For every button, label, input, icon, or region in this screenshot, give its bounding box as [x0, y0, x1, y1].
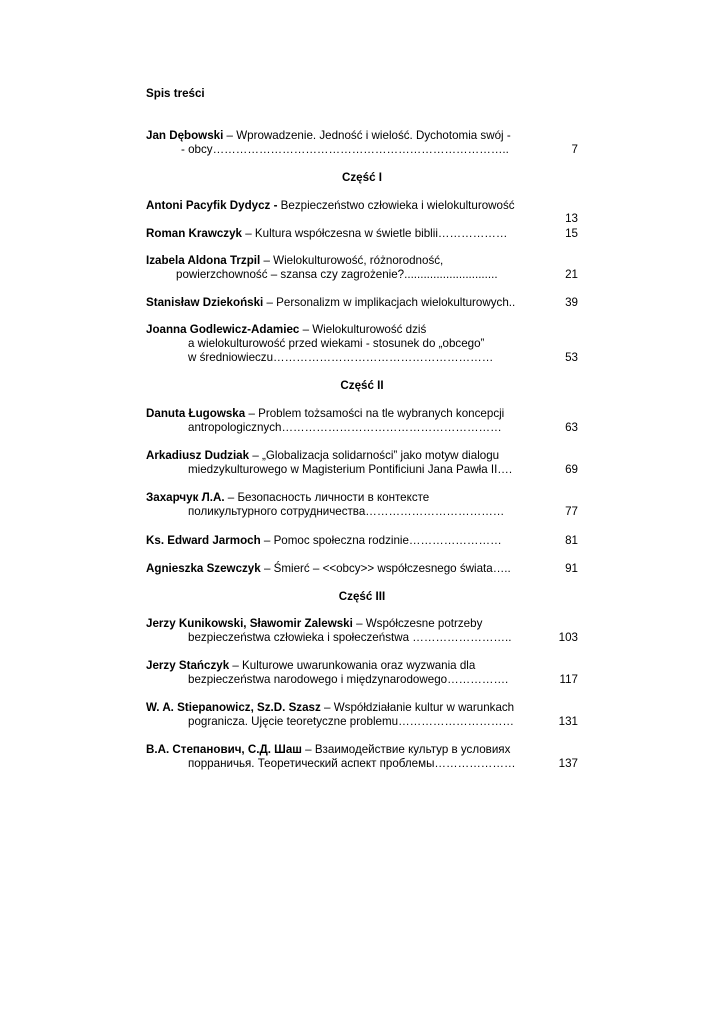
toc-entry-line: [146, 449, 499, 463]
toc-entry-line: [146, 296, 515, 310]
toc-page-number: 81: [565, 534, 578, 547]
toc-title-cont: порраничья. Теоретический аспект проблемы…………………: [188, 757, 516, 770]
toc-author: В.А. Степанович, С.Д. Шаш: [146, 743, 302, 756]
page-title: Spis treści: [146, 87, 205, 100]
toc-page-number: 63: [565, 421, 578, 434]
toc-title-cont: antropologicznych…………………………………………………: [188, 421, 502, 434]
toc-title: Bezpieczeństwo człowieka i wielokulturowość: [280, 199, 515, 212]
toc-entry-line: [146, 617, 482, 631]
toc-author: Jerzy Kunikowski, Sławomir Zalewski: [146, 617, 353, 630]
toc-title: – Współdziałanie kultur w warunkach: [320, 701, 515, 714]
toc-page-number: 15: [565, 227, 578, 240]
toc-title-cont: w średniowieczu…………………………………………………: [188, 351, 494, 364]
toc-title: – Kulturowe uwarunkowania oraz wyzwania dla: [229, 659, 476, 672]
toc-title: – „Globalizacja solidarności” jako motyw dialogu: [249, 449, 500, 462]
section-heading: Część II: [340, 379, 384, 392]
toc-page-number: 137: [558, 757, 578, 770]
toc-entry-line: [146, 407, 504, 421]
toc-title: – Безопасность личности в контексте: [224, 491, 430, 504]
toc-title-cont: поликультурного сотрудничества………………………………: [188, 505, 505, 518]
toc-title: – Kultura współczesna w świetle biblii………………: [242, 227, 508, 240]
toc-title-cont: powierzchowność – szansa czy zagrożenie?.............................: [176, 268, 498, 281]
toc-title: – Współczesne potrzeby: [352, 617, 483, 630]
toc-title: – Śmierć – <<obcy>> współczesnego świata…..: [260, 562, 511, 575]
toc-entry-line: [146, 491, 429, 505]
toc-author: Jan Dębowski: [146, 129, 224, 142]
toc-title: – Wielokulturowość dziś: [299, 323, 427, 336]
toc-author: Jerzy Stańczyk: [146, 659, 230, 672]
toc-author: Stanisław Dziekoński: [146, 296, 264, 309]
toc-author: Antoni Pacyfik Dydycz -: [146, 199, 281, 212]
toc-title: – Wprowadzenie. Jedność i wielość. Dychotomia swój -: [223, 129, 511, 142]
toc-entry-line: [146, 254, 443, 268]
toc-page-number: 13: [565, 212, 578, 225]
toc-author: Agnieszka Szewczyk: [146, 562, 261, 575]
toc-author: Arkadiusz Dudziak: [146, 449, 250, 462]
toc-page-number: 39: [565, 296, 578, 309]
toc-page-number: 91: [565, 562, 578, 575]
toc-author: Izabela Aldona Trzpil: [146, 254, 261, 267]
toc-title-cont: - obcy…………………………………………………………………..: [181, 143, 509, 156]
toc-title: – Problem tożsamości na tle wybranych koncepcji: [245, 407, 505, 420]
toc-page-number: 131: [558, 715, 578, 728]
toc-author: Захарчук Л.А.: [146, 491, 225, 504]
toc-entry-line: [146, 323, 426, 337]
toc-author: Roman Krawczyk: [146, 227, 243, 240]
toc-title-cont: a wielokulturowość przed wiekami - stosunek do „obcego”: [188, 337, 485, 350]
toc-page-number: 117: [559, 673, 578, 686]
toc-page-number: 21: [565, 268, 578, 281]
toc-page-number: 103: [558, 631, 578, 644]
toc-page-number: 77: [565, 505, 578, 518]
toc-page-number: 7: [571, 143, 578, 156]
toc-entry-line: [146, 701, 514, 715]
toc-title-cont: pogranicza. Ujęcie teoretyczne problemu…………………………: [188, 715, 515, 728]
toc-title: – Personalizm w implikacjach wielokulturowych..: [263, 296, 516, 309]
section-heading: Część I: [342, 171, 382, 184]
toc-title: – Взаимодействие культур в условиях: [301, 743, 511, 756]
toc-entry-line: [146, 129, 511, 143]
toc-entry-line: [146, 199, 515, 213]
toc-author: Danuta Ługowska: [146, 407, 246, 420]
section-heading: Część III: [338, 590, 386, 603]
toc-entry-line: [146, 227, 507, 241]
toc-author: Ks. Edward Jarmoch: [146, 534, 261, 547]
toc-entry-line: [146, 562, 511, 576]
toc-page-number: 53: [565, 351, 578, 364]
toc-title-cont: bezpieczeństwa człowieka i społeczeństwa ……………………..: [188, 631, 512, 644]
toc-title-cont: bezpieczeństwa narodowego i międzynarodowego…………….: [188, 673, 509, 686]
toc-entry-line: [146, 743, 510, 757]
toc-title: – Wielokulturowość, różnorodność,: [260, 254, 444, 267]
toc-author: W. A. Stiepanowicz, Sz.D. Szasz: [146, 701, 321, 714]
toc-entry-line: [146, 534, 502, 548]
toc-title-cont: miedzykulturowego w Magisterium Pontificiuni Jana Pawła II….: [188, 463, 513, 476]
toc-entry-line: [146, 659, 475, 673]
toc-author: Joanna Godlewicz-Adamiec: [146, 323, 300, 336]
toc-page-number: 69: [565, 463, 578, 476]
toc-title: – Pomoc społeczna rodzinie……………………: [260, 534, 502, 547]
